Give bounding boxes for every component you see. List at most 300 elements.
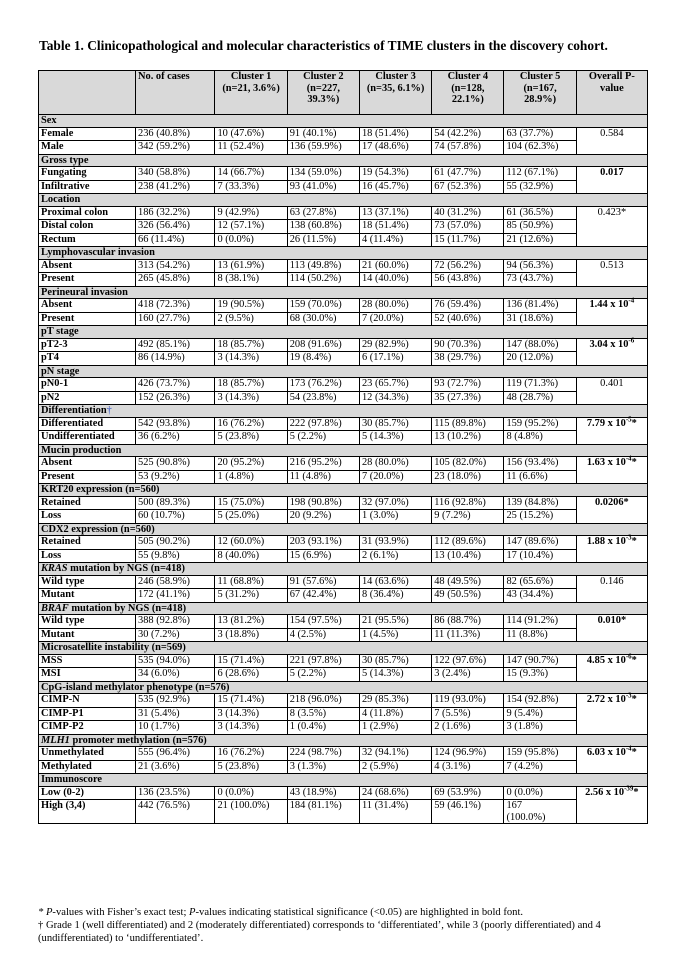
section-title: CDX2 expression (n=560)	[39, 523, 648, 536]
value-cell: 35 (27.3%)	[432, 391, 504, 405]
value-cell: 28 (80.0%)	[359, 299, 431, 313]
value-cell: 94 (56.3%)	[504, 259, 576, 273]
value-cell: 542 (93.8%)	[136, 417, 215, 431]
value-cell: 172 (41.1%)	[136, 589, 215, 603]
value-cell: 104 (62.3%)	[504, 141, 576, 155]
table-row	[39, 206, 648, 220]
table-row	[39, 800, 648, 824]
row-label: Loss	[39, 510, 136, 524]
row-label: Wild type	[39, 575, 136, 589]
value-cell: 30 (7.2%)	[136, 628, 215, 642]
value-cell: 68 (30.0%)	[287, 312, 359, 326]
table-row	[39, 668, 648, 682]
value-cell: 15 (71.4%)	[215, 694, 287, 708]
value-cell: 86 (14.9%)	[136, 352, 215, 366]
value-cell: 67 (52.3%)	[432, 180, 504, 194]
value-cell: 535 (94.0%)	[136, 654, 215, 668]
value-cell: 12 (34.3%)	[359, 391, 431, 405]
characteristics-table	[38, 70, 648, 824]
table-row	[39, 233, 648, 247]
p-value-cell: 2.56 x $10^{-39}*$	[576, 786, 647, 824]
table-row	[39, 510, 648, 524]
value-cell: 19 (90.5%)	[215, 299, 287, 313]
section-title: Location	[39, 194, 648, 207]
table-row	[39, 417, 648, 431]
value-cell: 91 (40.1%)	[287, 127, 359, 141]
value-cell: 73 (43.7%)	[504, 273, 576, 287]
value-cell: 313 (54.2%)	[136, 259, 215, 273]
value-cell: 13 (10.2%)	[432, 431, 504, 445]
value-cell: 26 (11.5%)	[287, 233, 359, 247]
value-cell: 113 (49.8%)	[287, 259, 359, 273]
section-title: Mucin production	[39, 444, 648, 457]
table-row	[39, 167, 648, 181]
value-cell: 17 (48.6%)	[359, 141, 431, 155]
value-cell: 12 (57.1%)	[215, 220, 287, 234]
value-cell: 52 (40.6%)	[432, 312, 504, 326]
value-cell: 5 (14.3%)	[359, 431, 431, 445]
value-cell: 24 (68.6%)	[359, 786, 431, 800]
value-cell: 90 (70.3%)	[432, 338, 504, 352]
value-cell: 3 (1.3%)	[287, 760, 359, 774]
table-row	[39, 259, 648, 273]
row-label: Female	[39, 127, 136, 141]
row-label: CIMP-P2	[39, 721, 136, 735]
table-row	[39, 299, 648, 313]
section-title: CpG-island methylator phenotype (n=576)	[39, 681, 648, 694]
row-label: Male	[39, 141, 136, 155]
header-cell: No. of cases	[136, 71, 215, 115]
section-header-row	[39, 563, 648, 576]
section-title: KRAS mutation by NGS (n=418)	[39, 563, 648, 576]
section-title: KRT20 expression (n=560)	[39, 484, 648, 497]
row-label: Proximal colon	[39, 206, 136, 220]
value-cell: 3 (1.8%)	[504, 721, 576, 735]
value-cell: 21 (12.6%)	[504, 233, 576, 247]
table-row	[39, 338, 648, 352]
section-title: Sex	[39, 115, 648, 128]
dagger-mark: †	[106, 405, 112, 416]
p-value-cell: 0.0206*	[576, 496, 647, 523]
value-cell: 505 (90.2%)	[136, 536, 215, 550]
value-cell: 238 (41.2%)	[136, 180, 215, 194]
value-cell: 1 (2.9%)	[359, 721, 431, 735]
section-header-row	[39, 774, 648, 787]
row-label: Present	[39, 312, 136, 326]
value-cell: 11 (4.8%)	[287, 470, 359, 484]
row-label: Differentiated	[39, 417, 136, 431]
value-cell: 40 (31.2%)	[432, 206, 504, 220]
table-row	[39, 654, 648, 668]
value-cell: 5 (23.8%)	[215, 760, 287, 774]
value-cell: 15 (9.3%)	[504, 668, 576, 682]
table-row	[39, 352, 648, 366]
value-cell: 342 (59.2%)	[136, 141, 215, 155]
value-cell: 18 (85.7%)	[215, 378, 287, 392]
value-cell: 29 (85.3%)	[359, 694, 431, 708]
row-label: Mutant	[39, 628, 136, 642]
value-cell: 23 (65.7%)	[359, 378, 431, 392]
table-row	[39, 141, 648, 155]
footnotes	[38, 906, 658, 945]
value-cell: 48 (49.5%)	[432, 575, 504, 589]
p-value-cell: 4.85 x $10^{-6}*$	[576, 654, 647, 681]
value-cell: 208 (91.6%)	[287, 338, 359, 352]
value-cell: 5 (2.2%)	[287, 668, 359, 682]
header-cell: Cluster 1 (n=21, 3.6%)	[215, 71, 287, 115]
value-cell: 122 (97.6%)	[432, 654, 504, 668]
value-cell: 10 (1.7%)	[136, 721, 215, 735]
value-cell: 85 (50.9%)	[504, 220, 576, 234]
value-cell: 8 (4.8%)	[504, 431, 576, 445]
row-label: Unmethylated	[39, 747, 136, 761]
row-label: Loss	[39, 549, 136, 563]
value-cell: 9 (7.2%)	[432, 510, 504, 524]
value-cell: 156 (93.4%)	[504, 457, 576, 471]
value-cell: 11 (68.8%)	[215, 575, 287, 589]
p-value-cell: 0.146	[576, 575, 647, 602]
value-cell: 73 (57.0%)	[432, 220, 504, 234]
row-label: Absent	[39, 299, 136, 313]
value-cell: 91 (57.6%)	[287, 575, 359, 589]
p-value-cell: 3.04 x $10^{-6}$	[576, 338, 647, 365]
p-value-cell: 1.88 x $10^{-3}*$	[576, 536, 647, 563]
value-cell: 147 (88.0%)	[504, 338, 576, 352]
value-cell: 7 (5.5%)	[432, 707, 504, 721]
value-cell: 418 (72.3%)	[136, 299, 215, 313]
value-cell: 43 (34.4%)	[504, 589, 576, 603]
section-header-row	[39, 365, 648, 378]
value-cell: 19 (54.3%)	[359, 167, 431, 181]
value-cell: 38 (29.7%)	[432, 352, 504, 366]
table-row	[39, 628, 648, 642]
value-cell: 138 (60.8%)	[287, 220, 359, 234]
row-label: pT4	[39, 352, 136, 366]
value-cell: 119 (71.3%)	[504, 378, 576, 392]
value-cell: 14 (66.7%)	[215, 167, 287, 181]
section-title: Perineural invasion	[39, 286, 648, 299]
value-cell: 3 (18.8%)	[215, 628, 287, 642]
p-value-cell: 6.03 x $10^{-4}*$	[576, 747, 647, 774]
table-row	[39, 273, 648, 287]
p-value-cell: 1.63 x $10^{-4}*$	[576, 457, 647, 484]
header-cell: Cluster 3 (n=35, 6.1%)	[359, 71, 431, 115]
section-title: Lymphovascular invasion	[39, 247, 648, 260]
table-row	[39, 220, 648, 234]
row-label: MSS	[39, 654, 136, 668]
value-cell: 7 (20.0%)	[359, 470, 431, 484]
value-cell: 7 (4.2%)	[504, 760, 576, 774]
value-cell: 31 (18.6%)	[504, 312, 576, 326]
value-cell: 1 (0.4%)	[287, 721, 359, 735]
value-cell: 28 (80.0%)	[359, 457, 431, 471]
value-cell: 3 (14.3%)	[215, 707, 287, 721]
value-cell: 326 (56.4%)	[136, 220, 215, 234]
section-title: Immunoscore	[39, 774, 648, 787]
value-cell: 74 (57.8%)	[432, 141, 504, 155]
value-cell: 500 (89.3%)	[136, 496, 215, 510]
value-cell: 114 (91.2%)	[504, 615, 576, 629]
value-cell: 8 (3.5%)	[287, 707, 359, 721]
value-cell: 67 (42.4%)	[287, 589, 359, 603]
header-cell: Cluster 2 (n=227, 39.3%)	[287, 71, 359, 115]
value-cell: 3 (2.4%)	[432, 668, 504, 682]
value-cell: 8 (40.0%)	[215, 549, 287, 563]
value-cell: 3 (14.3%)	[215, 391, 287, 405]
value-cell: 5 (2.2%)	[287, 431, 359, 445]
row-label: pT2-3	[39, 338, 136, 352]
row-label: Distal colon	[39, 220, 136, 234]
header-row	[39, 71, 648, 115]
value-cell: 14 (40.0%)	[359, 273, 431, 287]
value-cell: 61 (47.7%)	[432, 167, 504, 181]
value-cell: 11 (52.4%)	[215, 141, 287, 155]
p-value-cell: 2.72 x $10^{-3}*$	[576, 694, 647, 735]
value-cell: 11 (8.8%)	[504, 628, 576, 642]
value-cell: 5 (31.2%)	[215, 589, 287, 603]
p-value-cell: 0.423*	[576, 206, 647, 247]
row-label: Fungating	[39, 167, 136, 181]
value-cell: 14 (63.6%)	[359, 575, 431, 589]
value-cell: 32 (97.0%)	[359, 496, 431, 510]
value-cell: 18 (51.4%)	[359, 220, 431, 234]
value-cell: 15 (11.7%)	[432, 233, 504, 247]
row-label: Wild type	[39, 615, 136, 629]
value-cell: 5 (25.0%)	[215, 510, 287, 524]
p-value-cell: 0.513	[576, 259, 647, 286]
value-cell: 555 (96.4%)	[136, 747, 215, 761]
section-header-row	[39, 642, 648, 655]
p-value-cell: 0.401	[576, 378, 647, 405]
value-cell: 30 (85.7%)	[359, 654, 431, 668]
value-cell: 76 (59.4%)	[432, 299, 504, 313]
value-cell: 13 (10.4%)	[432, 549, 504, 563]
row-label: Infiltrative	[39, 180, 136, 194]
value-cell: 116 (92.8%)	[432, 496, 504, 510]
value-cell: 11 (11.3%)	[432, 628, 504, 642]
table-row	[39, 549, 648, 563]
value-cell: 15 (6.9%)	[287, 549, 359, 563]
value-cell: 236 (40.8%)	[136, 127, 215, 141]
row-label: Mutant	[39, 589, 136, 603]
value-cell: 9 (5.4%)	[504, 707, 576, 721]
p-value-cell: 7.79 x $10^{-5}*$	[576, 417, 647, 444]
value-cell: 2 (1.6%)	[432, 721, 504, 735]
value-cell: 12 (60.0%)	[215, 536, 287, 550]
row-label: Absent	[39, 457, 136, 471]
value-cell: 154 (97.5%)	[287, 615, 359, 629]
value-cell: 147 (90.7%)	[504, 654, 576, 668]
row-label: Low (0-2)	[39, 786, 136, 800]
value-cell: 388 (92.8%)	[136, 615, 215, 629]
value-cell: 1 (3.0%)	[359, 510, 431, 524]
section-title: Differentiation†	[39, 405, 648, 418]
section-header-row	[39, 405, 648, 418]
value-cell: 31 (5.4%)	[136, 707, 215, 721]
section-header-row	[39, 734, 648, 747]
value-cell: 218 (96.0%)	[287, 694, 359, 708]
row-label: pN0-1	[39, 378, 136, 392]
value-cell: 265 (45.8%)	[136, 273, 215, 287]
value-cell: 86 (88.7%)	[432, 615, 504, 629]
p-value-cell: 0.584	[576, 127, 647, 154]
value-cell: 8 (36.4%)	[359, 589, 431, 603]
value-cell: 16 (76.2%)	[215, 417, 287, 431]
value-cell: 36 (6.2%)	[136, 431, 215, 445]
value-cell: 216 (95.2%)	[287, 457, 359, 471]
value-cell: 54 (42.2%)	[432, 127, 504, 141]
value-cell: 1 (4.8%)	[215, 470, 287, 484]
value-cell: 18 (51.4%)	[359, 127, 431, 141]
value-cell: 63 (37.7%)	[504, 127, 576, 141]
value-cell: 7 (33.3%)	[215, 180, 287, 194]
section-header-row	[39, 602, 648, 615]
value-cell: 17 (10.4%)	[504, 549, 576, 563]
value-cell: 136 (23.5%)	[136, 786, 215, 800]
section-title: pT stage	[39, 326, 648, 339]
row-label: Retained	[39, 536, 136, 550]
p-value-cell: 0.017	[576, 167, 647, 194]
value-cell: 21 (60.0%)	[359, 259, 431, 273]
value-cell: 55 (9.8%)	[136, 549, 215, 563]
table-row	[39, 536, 648, 550]
value-cell: 535 (92.9%)	[136, 694, 215, 708]
value-cell: 7 (20.0%)	[359, 312, 431, 326]
value-cell: 203 (93.1%)	[287, 536, 359, 550]
section-title: Gross type	[39, 154, 648, 167]
value-cell: 13 (37.1%)	[359, 206, 431, 220]
table-row	[39, 707, 648, 721]
section-title: pN stage	[39, 365, 648, 378]
value-cell: 147 (89.6%)	[504, 536, 576, 550]
table-row	[39, 694, 648, 708]
value-cell: 198 (90.8%)	[287, 496, 359, 510]
value-cell: 11 (6.6%)	[504, 470, 576, 484]
value-cell: 16 (76.2%)	[215, 747, 287, 761]
value-cell: 2 (5.9%)	[359, 760, 431, 774]
value-cell: 4 (2.5%)	[287, 628, 359, 642]
value-cell: 442 (76.5%)	[136, 800, 215, 824]
value-cell: 1 (4.5%)	[359, 628, 431, 642]
value-cell: 15 (71.4%)	[215, 654, 287, 668]
value-cell: 246 (58.9%)	[136, 575, 215, 589]
section-header-row	[39, 523, 648, 536]
section-header-row	[39, 444, 648, 457]
value-cell: 21 (100.0%)	[215, 800, 287, 824]
value-cell: 66 (11.4%)	[136, 233, 215, 247]
value-cell: 8 (38.1%)	[215, 273, 287, 287]
value-cell: 29 (82.9%)	[359, 338, 431, 352]
table-row	[39, 721, 648, 735]
value-cell: 48 (28.7%)	[504, 391, 576, 405]
value-cell: 105 (82.0%)	[432, 457, 504, 471]
value-cell: 159 (70.0%)	[287, 299, 359, 313]
value-cell: 340 (58.8%)	[136, 167, 215, 181]
value-cell: 56 (43.8%)	[432, 273, 504, 287]
value-cell: 15 (75.0%)	[215, 496, 287, 510]
value-cell: 139 (84.8%)	[504, 496, 576, 510]
value-cell: 54 (23.8%)	[287, 391, 359, 405]
value-cell: 3 (14.3%)	[215, 721, 287, 735]
section-header-row	[39, 194, 648, 207]
header-cell: Cluster 5 (n=167, 28.9%)	[504, 71, 576, 115]
value-cell: 30 (85.7%)	[359, 417, 431, 431]
value-cell: 2 (6.1%)	[359, 549, 431, 563]
value-cell: 184 (81.1%)	[287, 800, 359, 824]
table-row	[39, 180, 648, 194]
row-label: Present	[39, 470, 136, 484]
row-label: High (3,4)	[39, 800, 136, 824]
table-row	[39, 615, 648, 629]
footnote-differentiation: † Grade 1 (well differentiated) and 2 (moderately differentiated) corresponds to ‘differentiated’, while 3 (poorly differentiated) and 4 (undifferentiated) to ‘undifferentiated’.	[38, 920, 601, 944]
header-blank-cell	[39, 71, 136, 115]
table-caption: Table 1. Clinicopathological and molecular characteristics of TIME clusters in the discovery cohort.	[39, 38, 608, 53]
value-cell: 72 (56.2%)	[432, 259, 504, 273]
value-cell: 4 (11.4%)	[359, 233, 431, 247]
value-cell: 160 (27.7%)	[136, 312, 215, 326]
value-cell: 159 (95.2%)	[504, 417, 576, 431]
section-title: Microsatellite instability (n=569)	[39, 642, 648, 655]
table-row	[39, 378, 648, 392]
value-cell: 0 (0.0%)	[215, 786, 287, 800]
value-cell: 5 (14.3%)	[359, 668, 431, 682]
table-row	[39, 747, 648, 761]
value-cell: 136 (81.4%)	[504, 299, 576, 313]
value-cell: 93 (41.0%)	[287, 180, 359, 194]
value-cell: 25 (15.2%)	[504, 510, 576, 524]
section-header-row	[39, 286, 648, 299]
p-value-cell: 1.44 x $10^{-4}$	[576, 299, 647, 326]
value-cell: 93 (72.7%)	[432, 378, 504, 392]
value-cell: 186 (32.2%)	[136, 206, 215, 220]
table-row	[39, 431, 648, 445]
value-cell: 136 (59.9%)	[287, 141, 359, 155]
section-header-row	[39, 681, 648, 694]
row-label: Methylated	[39, 760, 136, 774]
value-cell: 31 (93.9%)	[359, 536, 431, 550]
value-cell: 224 (98.7%)	[287, 747, 359, 761]
table-row	[39, 470, 648, 484]
value-cell: 222 (97.8%)	[287, 417, 359, 431]
table-row	[39, 589, 648, 603]
row-label: Present	[39, 273, 136, 287]
section-header-row	[39, 247, 648, 260]
value-cell: 5 (23.8%)	[215, 431, 287, 445]
row-label: Absent	[39, 259, 136, 273]
value-cell: 55 (32.9%)	[504, 180, 576, 194]
row-label: Retained	[39, 496, 136, 510]
value-cell: 4 (3.1%)	[432, 760, 504, 774]
value-cell: 159 (95.8%)	[504, 747, 576, 761]
value-cell: 59 (46.1%)	[432, 800, 504, 824]
value-cell: 167 (100.0%)	[504, 800, 576, 824]
value-cell: 152 (26.3%)	[136, 391, 215, 405]
p-value-cell: 0.010*	[576, 615, 647, 642]
section-header-row	[39, 326, 648, 339]
value-cell: 11 (31.4%)	[359, 800, 431, 824]
value-cell: 69 (53.9%)	[432, 786, 504, 800]
section-header-row	[39, 154, 648, 167]
table-row	[39, 760, 648, 774]
table-row	[39, 391, 648, 405]
value-cell: 34 (6.0%)	[136, 668, 215, 682]
value-cell: 49 (50.5%)	[432, 589, 504, 603]
value-cell: 173 (76.2%)	[287, 378, 359, 392]
value-cell: 60 (10.7%)	[136, 510, 215, 524]
section-title: MLH1 promoter methylation (n=576)	[39, 734, 648, 747]
value-cell: 3 (14.3%)	[215, 352, 287, 366]
row-label: CIMP-P1	[39, 707, 136, 721]
